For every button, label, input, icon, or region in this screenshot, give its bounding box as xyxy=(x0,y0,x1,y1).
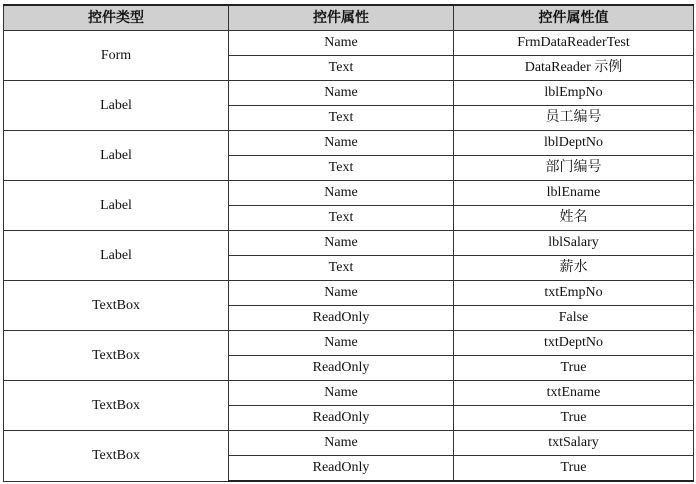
table-row xyxy=(4,181,694,206)
property-value-cell: DataReader 示例 xyxy=(454,56,694,81)
property-name-cell: Name xyxy=(229,181,454,206)
control-type-cell: Label xyxy=(4,231,229,281)
property-value-cell: 员工编号 xyxy=(454,106,694,131)
property-name-cell: Name xyxy=(229,281,454,306)
table-row xyxy=(4,331,694,356)
table-header xyxy=(4,5,694,31)
property-name-cell: ReadOnly xyxy=(229,356,454,381)
property-value-cell: txtEmpNo xyxy=(454,281,694,306)
property-value-cell: lblSalary xyxy=(454,231,694,256)
property-value-cell: lblEmpNo xyxy=(454,81,694,106)
control-type-cell: TextBox xyxy=(4,431,229,482)
property-name-cell: ReadOnly xyxy=(229,456,454,482)
control-type-cell: Form xyxy=(4,31,229,81)
property-name-cell: Text xyxy=(229,106,454,131)
control-type-cell: TextBox xyxy=(4,331,229,381)
property-value-cell: True xyxy=(454,406,694,431)
property-value-cell: FrmDataReaderTest xyxy=(454,31,694,56)
property-value-cell: True xyxy=(454,356,694,381)
property-value-cell: txtDeptNo xyxy=(454,331,694,356)
control-type-cell: TextBox xyxy=(4,381,229,431)
table-row xyxy=(4,131,694,156)
property-name-cell: ReadOnly xyxy=(229,406,454,431)
property-value-cell: 薪水 xyxy=(454,256,694,281)
table-row xyxy=(4,231,694,256)
control-type-cell: Label xyxy=(4,181,229,231)
property-value-cell: True xyxy=(454,456,694,482)
control-type-cell: Label xyxy=(4,81,229,131)
control-type-cell: Label xyxy=(4,131,229,181)
property-value-cell: txtSalary xyxy=(454,431,694,456)
property-name-cell: Name xyxy=(229,381,454,406)
property-value-cell: txtEname xyxy=(454,381,694,406)
header-row xyxy=(4,5,694,31)
property-value-cell: 姓名 xyxy=(454,206,694,231)
table-row xyxy=(4,431,694,456)
property-value-cell: 部门编号 xyxy=(454,156,694,181)
property-value-cell: lblDeptNo xyxy=(454,131,694,156)
property-name-cell: Text xyxy=(229,156,454,181)
property-name-cell: Name xyxy=(229,81,454,106)
property-name-cell: Text xyxy=(229,206,454,231)
property-name-cell: Name xyxy=(229,31,454,56)
property-name-cell: Name xyxy=(229,431,454,456)
property-name-cell: Text xyxy=(229,56,454,81)
property-name-cell: ReadOnly xyxy=(229,306,454,331)
table-row xyxy=(4,281,694,306)
header-control-property: 控件属性 xyxy=(229,5,454,31)
table-row xyxy=(4,381,694,406)
control-type-cell: TextBox xyxy=(4,281,229,331)
property-name-cell: Name xyxy=(229,131,454,156)
table-body xyxy=(4,31,694,482)
property-name-cell: Name xyxy=(229,231,454,256)
header-property-value: 控件属性值 xyxy=(454,5,694,31)
table-row xyxy=(4,31,694,56)
control-properties-table xyxy=(3,4,694,482)
property-name-cell: Name xyxy=(229,331,454,356)
property-name-cell: Text xyxy=(229,256,454,281)
table-row xyxy=(4,81,694,106)
header-control-type: 控件类型 xyxy=(4,5,229,31)
property-value-cell: False xyxy=(454,306,694,331)
property-value-cell: lblEname xyxy=(454,181,694,206)
